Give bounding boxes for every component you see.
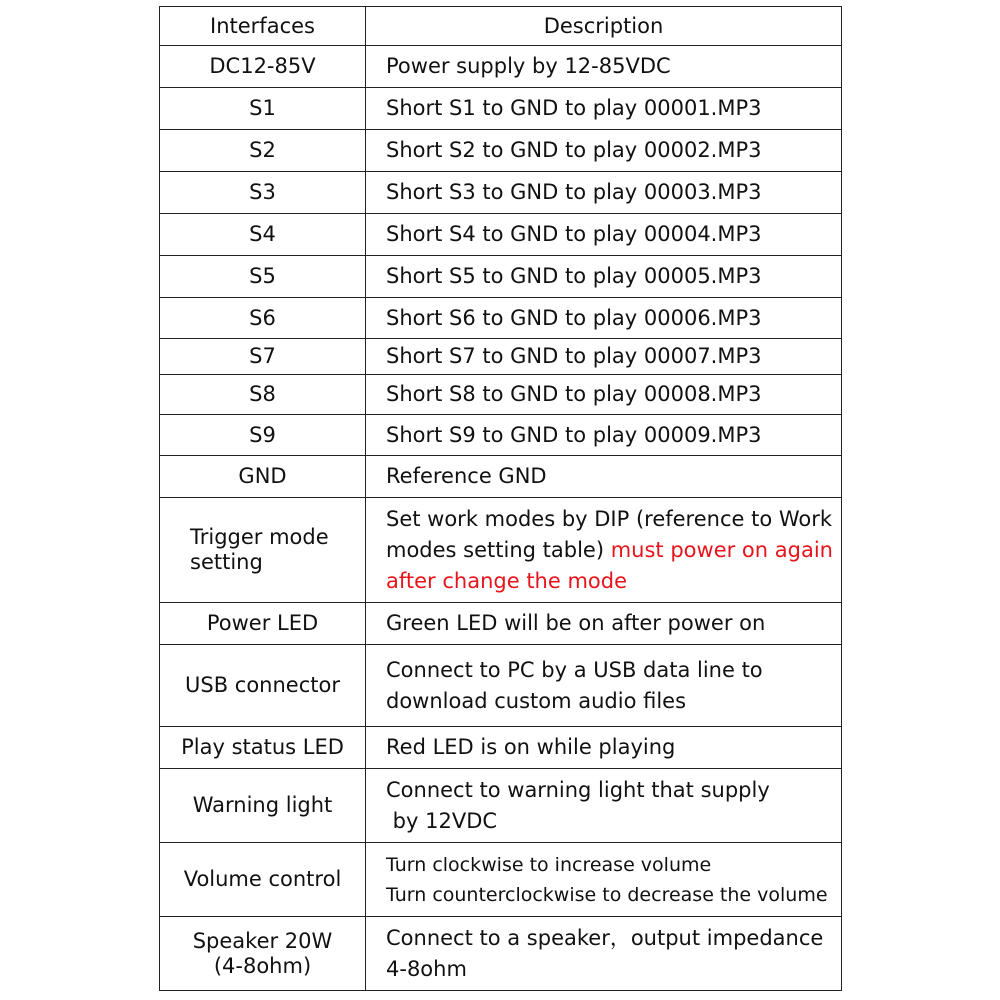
table-row <box>160 256 842 298</box>
table-header-row <box>160 7 842 46</box>
description-line: by 12VDC <box>386 808 498 833</box>
description-cell: Power supply by 12-85VDC <box>366 46 842 88</box>
interface-cell: USB connector <box>160 645 366 727</box>
description-line: Set work modes by DIP (reference to Work <box>386 506 833 531</box>
interface-cell: S6 <box>160 298 366 339</box>
interface-cell: Power LED <box>160 603 366 645</box>
header-interfaces: Interfaces <box>160 7 366 46</box>
interface-cell: S9 <box>160 415 366 456</box>
description-cell: Short S3 to GND to play 00003.MP3 <box>366 172 842 214</box>
description-line: download custom audio files <box>386 688 687 713</box>
description-cell: Red LED is on while playing <box>366 727 842 769</box>
description-cell: Short S9 to GND to play 00009.MP3 <box>366 415 842 456</box>
description-cell: Short S1 to GND to play 00001.MP3 <box>366 88 842 130</box>
description-line: Turn clockwise to increase volume <box>386 853 712 876</box>
table-row <box>160 843 842 917</box>
interface-cell: Play status LED <box>160 727 366 769</box>
description-line: Connect to PC by a USB data line to <box>386 657 763 682</box>
table-row <box>160 130 842 172</box>
description-cell <box>366 769 842 843</box>
table-row <box>160 727 842 769</box>
table-row <box>160 769 842 843</box>
description-cell: Short S2 to GND to play 00002.MP3 <box>366 130 842 172</box>
interface-cell: S4 <box>160 214 366 256</box>
interface-cell: DC12-85V <box>160 46 366 88</box>
interface-cell: Volume control <box>160 843 366 917</box>
interface-line: setting <box>190 550 263 574</box>
interface-cell: Warning light <box>160 769 366 843</box>
description-line: Connect to warning light that supply <box>386 777 770 802</box>
description-cell: Short S5 to GND to play 00005.MP3 <box>366 256 842 298</box>
interface-cell <box>160 498 366 603</box>
description-line <box>386 535 839 566</box>
table-row <box>160 88 842 130</box>
description-text: modes setting table) <box>386 537 611 562</box>
description-line: 4-8ohm <box>386 956 467 981</box>
interface-line: Speaker 20W <box>192 928 333 953</box>
interface-cell: S7 <box>160 339 366 375</box>
description-cell <box>366 645 842 727</box>
table-row <box>160 375 842 415</box>
interface-cell: S1 <box>160 88 366 130</box>
header-description: Description <box>366 7 842 46</box>
interface-cell: S2 <box>160 130 366 172</box>
interface-cell: GND <box>160 456 366 498</box>
description-cell: Short S7 to GND to play 00007.MP3 <box>366 339 842 375</box>
description-line: Connect to a speaker，output impedance <box>386 925 824 950</box>
description-cell: Reference GND <box>366 456 842 498</box>
interface-cell: S8 <box>160 375 366 415</box>
table-row <box>160 603 842 645</box>
table-row <box>160 456 842 498</box>
warning-text: must power on again <box>610 537 833 562</box>
description-cell: Short S6 to GND to play 00006.MP3 <box>366 298 842 339</box>
interface-cell <box>160 917 366 991</box>
table-row <box>160 498 842 603</box>
interface-cell: S3 <box>160 172 366 214</box>
interface-line: (4-8ohm) <box>213 953 312 978</box>
table-row <box>160 46 842 88</box>
interface-cell: S5 <box>160 256 366 298</box>
table-row <box>160 645 842 727</box>
description-cell: Short S8 to GND to play 00008.MP3 <box>366 375 842 415</box>
description-cell <box>366 843 842 917</box>
interface-line: Trigger mode <box>190 525 329 549</box>
table-row <box>160 917 842 991</box>
description-cell: Short S4 to GND to play 00004.MP3 <box>366 214 842 256</box>
table-row <box>160 172 842 214</box>
description-line: Turn counterclockwise to decrease the volume <box>386 883 828 906</box>
description-cell: Green LED will be on after power on <box>366 603 842 645</box>
description-cell <box>366 917 842 991</box>
warning-text: after change the mode <box>386 568 628 593</box>
table-row <box>160 298 842 339</box>
table-row <box>160 339 842 375</box>
table-row <box>160 214 842 256</box>
description-cell <box>366 498 842 603</box>
table-row <box>160 415 842 456</box>
interfaces-table <box>159 6 842 991</box>
